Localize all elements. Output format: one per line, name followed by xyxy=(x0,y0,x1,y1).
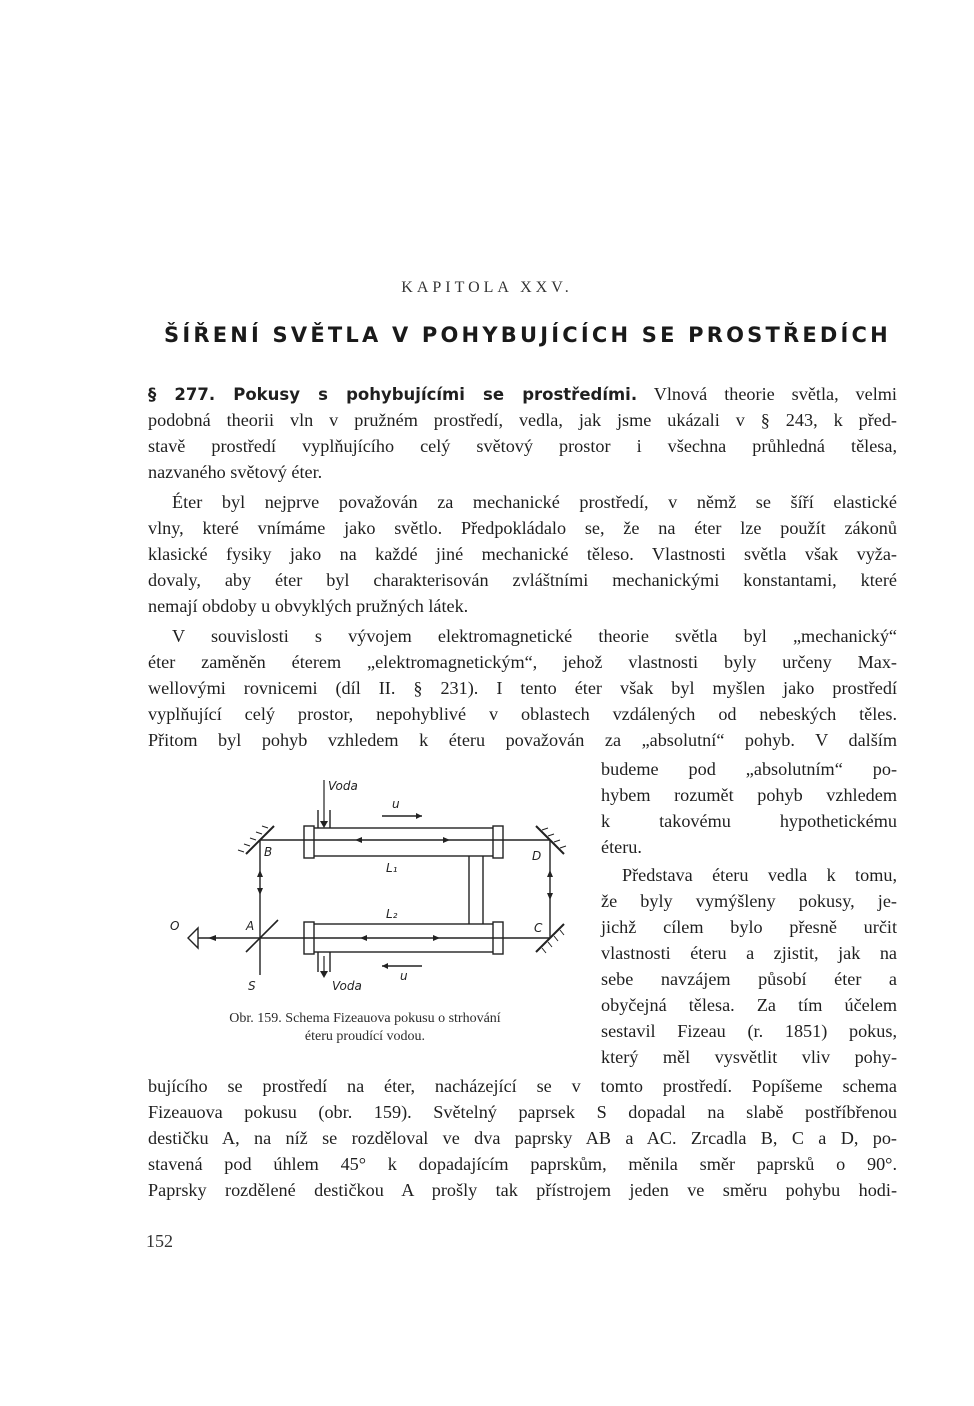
label-u-bottom: u xyxy=(400,969,408,983)
label-u-top: u xyxy=(392,797,400,811)
chapter-title: ŠÍŘENÍ SVĚTLA V POHYBUJÍCÍCH SE PROSTŘEDÍCH xyxy=(164,323,891,347)
text-line: bujícího se prostředí na éter, nacházející se v tomto prostředí. Popíšeme schema xyxy=(148,1076,897,1096)
text-line: dovaly, aby éter byl charakterisován zvláštními mechanickými konstantami, které xyxy=(148,570,897,590)
text-line: který měl vysvětlit vliv pohy- xyxy=(601,1047,897,1067)
chapter-label: KAPITOLA XXV. xyxy=(401,279,573,296)
text-line: klasické fysiky jako na každé jiné mechanické těleso. Vlastnosti světla však vyža- xyxy=(148,544,897,564)
label-voda-bottom: Voda xyxy=(332,979,362,993)
text-line: že byly vymýšleny pokusy, je- xyxy=(601,891,897,911)
text-line: wellovými rovnicemi (díl II. § 231). I tento éter však byl myšlen jako prostředí xyxy=(148,678,897,698)
label-C: C xyxy=(534,921,543,935)
fizeau-diagram xyxy=(160,770,580,1000)
label-B: B xyxy=(264,845,273,859)
text-line: Éter byl nejprve považován za mechanické prostředí, v němž se šíří elastické xyxy=(172,492,897,512)
text-line: § 277. Pokusy s pohybujícími se prostředími. Vlnová theorie světla, velmi xyxy=(148,384,897,404)
text-line: Fizeauova pokusu (obr. 159). Světelný paprsek S dopadal na slabě postříbřenou xyxy=(148,1102,897,1122)
upper-tube xyxy=(306,828,500,856)
text-line: jichž cílem bylo přesně určit xyxy=(601,917,897,937)
section-heading: § 277. Pokusy s pohybujícími se prostředími. xyxy=(148,385,638,404)
text-line: nazvaného světový éter. xyxy=(148,462,323,482)
upper-tube-cap-left xyxy=(304,826,314,858)
label-O: O xyxy=(170,919,180,933)
text-line: éteru. xyxy=(601,837,642,857)
figure-caption-line1: Obr. 159. Schema Fizeauova pokusu o strhování xyxy=(229,1011,501,1026)
label-S: S xyxy=(248,979,256,993)
text-line: éter zaměněn éterem „elektromagnetickým“, jehož vlastnosti byly určeny Max- xyxy=(148,652,897,672)
page-number: 152 xyxy=(146,1231,173,1251)
text-line: sestavil Fizeau (r. 1851) pokus, xyxy=(601,1021,897,1041)
label-voda-top: Voda xyxy=(328,779,358,793)
text-line: Představa éteru vedla k tomu, xyxy=(622,865,897,885)
label-L1: L₁ xyxy=(386,861,398,875)
observer-eye xyxy=(188,928,198,948)
text-line: vlny, které vnímáme jako světlo. Předpokládalo se, že na éter lze použít zákonů xyxy=(148,518,897,538)
connecting-pipe xyxy=(469,856,483,924)
label-A: A xyxy=(246,919,255,933)
upper-tube-cap-right xyxy=(493,826,503,858)
text-line: podobná theorii vln v pružném prostředí, vedla, jak jsme ukázali v § 243, k před- xyxy=(148,410,897,430)
text-line: obyčejná tělesa. Za tím účelem xyxy=(601,995,897,1015)
text-line: vlastnosti éteru a zjistit, jak na xyxy=(601,943,897,963)
text-line: vyplňující celý prostor, nepohyblivé v oblastech vzdálených od nebeských těles. xyxy=(148,704,897,724)
text-line: Paprsky rozdělené destičkou A prošly tak přístrojem jeden ve směru pohybu hodi- xyxy=(148,1180,897,1200)
text-line: k takovému hypothetickému xyxy=(601,811,897,831)
label-L2: L₂ xyxy=(386,907,398,921)
text-line: Přitom byl pohyb vzhledem k éteru považován za „absolutní“ pohyb. V dalším xyxy=(148,730,897,750)
label-D: D xyxy=(532,849,542,863)
text-line: nemají obdoby u obvyklých pružných látek. xyxy=(148,596,469,616)
text-line: destičku A, na níž se rozděloval ve dva paprsky AB a AC. Zrcadla B, C a D, po- xyxy=(148,1128,897,1148)
text-line: sebe navzájem působí éter a xyxy=(601,969,897,989)
text-line: budeme pod „absolutním“ po- xyxy=(601,759,897,779)
figure-caption-line2: éteru proudící vodou. xyxy=(304,1029,426,1044)
text-line: hybem rozumět pohyb vzhledem xyxy=(601,785,897,805)
text-line: stavě prostředí vyplňujícího celý světový prostor i všechna průhledná tělesa, xyxy=(148,436,897,456)
text-line: V souvislosti s vývojem elektromagnetické theorie světla byl „mechanický“ xyxy=(172,626,897,646)
text-line: stavená pod úhlem 45° k dopadajícím paprskům, měnila směr paprsků o 90°. xyxy=(148,1154,897,1174)
